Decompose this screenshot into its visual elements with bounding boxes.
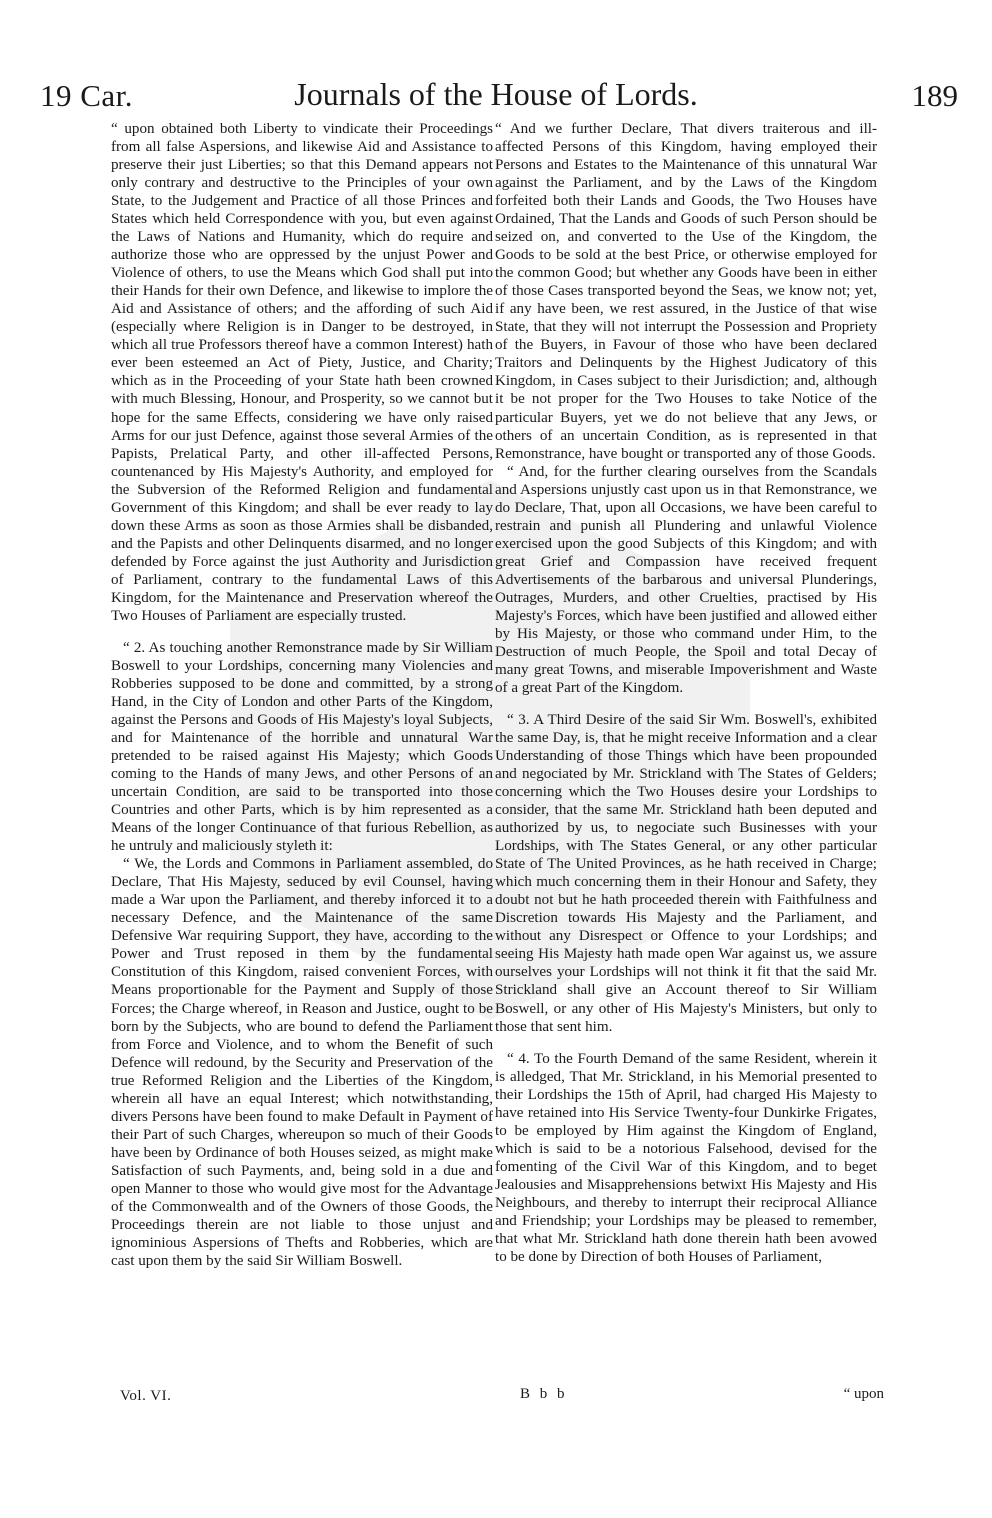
page-header (0, 70, 992, 120)
right-paragraph-4: “ 4. To the Fourth Demand of the same Resident, wherein it is alledged, That Mr. Strickland, in his Memorial presented to their Lordships the 15th of April, had charged His Majesty to have retained into His Service Twenty-four Dunkirke Frigates, to be employed by Him against the Kingdom of England, which is said to be a notorious Falsehood, devised for the fomenting of the Civil War of this Kingdom, and to beget Jealousies and Misapprehensions betwixt His Majesty and His Neighbours, and thereby to interrupt their reciprocal Alliance and Friendship; your Lordships may be pleased to remember, that what Mr. Strickland hath done therein hath been avowed to be done by Direction of both Houses of Parliament, (495, 1050, 877, 1265)
regnal-year: 19 Car. (40, 78, 134, 113)
left-column (111, 120, 493, 1270)
page-number: 189 (911, 78, 958, 113)
right-paragraph-1: “ And we further Declare, That divers traiterous and ill-affected Persons of this Kingdom, having employed their Persons and Estates to the Maintenance of this unnatural War against the Parliament, and by the Laws of the Kingdom forfeited both their Lands and Goods, the Two Houses have Ordained, That the Lands and Goods of such Person should be seized on, and converted to the Use of the Kingdom, the Goods to be sold at the best Price, or otherwise employed for the common Good; but whether any Goods have been in either of those Cases transported beyond the Seas, we know not; yet, if any have been, we rest assured, in the Justice of that wise State, that they will not interrupt the Possession and Propriety of the Buyers, in Favour of those who have been declared Traitors and Delinquents by the Highest Judicatory of this Kingdom, in Cases subject to their Jurisdiction; and, although it be not proper for the Two Houses to take Notice of the particular Buyers, yet we do not believe that any Jews, or others of an uncertain Condition, as is represented in that Remonstrance, have bought or transported any of those Goods. (495, 121, 877, 462)
left-paragraph-1: “ upon obtained both Liberty to vindicate their Proceedings from all false Aspersions, and likewise Aid and Assistance to preserve their just Liberties; so that this Demand appears not only contrary and destructive to the Principles of your own State, to the Judgement and Practice of all those Princes and States which held Correspondence with you, but even against the Laws of Nations and Humanity, which do require and authorize those who are oppressed by the unjust Power and Violence of others, to use the Means which God shall put into their Hands for their own Defence, and likewise to implore the Aid and Assistance of others; and the affording of such Aid (especially where Religion is in Danger to be destroyed, in which all true Professors thereof have a common Interest) hath ever been esteemed an Act of Piety, Justice, and Charity; which as in the Proceeding of your State hath been crowned with much Blessing, Honour, and Prosperity, so we cannot but hope for the same Effects, considering we have only raised Arms for our just Defence, against those several Armies of the Papists, Prelatical Party, and other ill-affected Persons, countenanced by His Majesty's Authority, and employed for the Subversion of the Reformed Religion and fundamental Government of this Kingdom; and shall be ever ready to lay down these Arms as soon as those Armies shall be disbanded, and the Papists and other Delinquents disarmed, and no longer defended by Force against the just Authority and Jurisdiction of Parliament, contrary to the fundamental Laws of this Kingdom, for the Maintenance and Preservation whereof the Two Houses of Parliament are especially trusted. (111, 121, 493, 624)
right-paragraph-3: “ 3. A Third Desire of the said Sir Wm. Boswell's, exhibited the same Day, is, that he might receive Information and a clear Understanding of those Things which have been propounded and negociated by Mr. Strickland with The States of Gelders; concerning which the Two Houses desire your Lordships to consider, that the same Mr. Strickland hath been deputed and authorized by us, to negociate such Businesses with your Lordships, with The States General, or any other particular State of The United Provinces, as he hath received in Charge; which much concerning them in their Honour and Safety, they doubt not but he hath proceeded therein with Faithfulness and Discretion towards His Majesty and the Parliament, and without any Disrespect or Offence to your Lordships; and seeing His Majesty hath made open War against us, we assure ourselves your Lordships will not think it fit that the said Mr. Strickland shall give an Account thereof to Sir William Boswell, or any other of His Majesty's Ministers, but only to those that sent him. (495, 712, 877, 1035)
volume-label: Vol. VI. (120, 1388, 172, 1404)
right-column (495, 120, 877, 1266)
catchword: “ upon (843, 1386, 884, 1402)
left-paragraph-2: “ 2. As touching another Remonstrance made by Sir William Boswell to your Lordships, concerning many Violencies and Robberies supposed to be done and committed, by a strong Hand, in the City of London and other Parts of the Kingdom, against the Persons and Goods of His Majesty's loyal Subjects, and for Maintenance of the horrible and unnatural War pretended to be raised against His Majesty; which Goods coming to the Hands of many Jews, and other Persons of an uncertain Condition, are said to be transported into those Countries and other Parts, which is by him represented as a Means of the longer Continuance of that furious Rebellion, as he untruly and maliciously styleth it: (111, 639, 493, 855)
journal-title: Journals of the House of Lords. (294, 76, 698, 112)
left-paragraph-3: “ We, the Lords and Commons in Parliament assembled, do Declare, That His Majesty, seduced by evil Counsel, having made a War upon the Parliament, and thereby inforced it to a necessary Defence, and the Maintenance of the same Defensive War requiring Support, they have, according to the Power and Trust reposed in them by the fundamental Constitution of this Kingdom, raised convenient Forces, with Means proportionable for the Payment and Supply of those Forces; the Charge whereof, in Reason and Justice, ought to be born by the Subjects, who are bound to defend the Parliament from Force and Violence, and to whom the Benefit of such Defence will redound, by the Security and Preservation of the true Reformed Religion and the Liberties of the Kingdom, wherein all have an equal Interest; which notwithstanding, divers Persons have been found to make Default in Payment of their Part of such Charges, whereupon so much of their Goods have been by Ordinance of both Houses seized, as might make Satisfaction of such Payments, and, being sold in a due and open Manner to those who would give most for the Advantage of the Commonwealth and of the Owners of those Goods, the Proceedings therein are not liable to those unjust and ignominious Aspersions of Thefts and Robberies, which are cast upon them by the said Sir William Boswell. (111, 856, 493, 1269)
signature-mark: B b b (520, 1386, 568, 1402)
right-paragraph-2: “ And, for the further clearing ourselves from the Scandals and Aspersions unjustly cast upon us in that Remonstrance, we do Declare, That, upon all Occasions, we have been careful to restrain and punish all Plundering and unlawful Violence exercised upon the good Subjects of this Kingdom; and with great Grief and Compassion have received frequent Advertisements of the barbarous and universal Plunderings, Outrages, Murders, and other Cruelties, practised by His Majesty's Forces, which have been justified and allowed either by His Majesty, or those who command under Him, to the Destruction of much People, the Spoil and total Decay of many great Towns, and miserable Impoverishment and Waste of a great Part of the Kingdom. (495, 463, 877, 696)
